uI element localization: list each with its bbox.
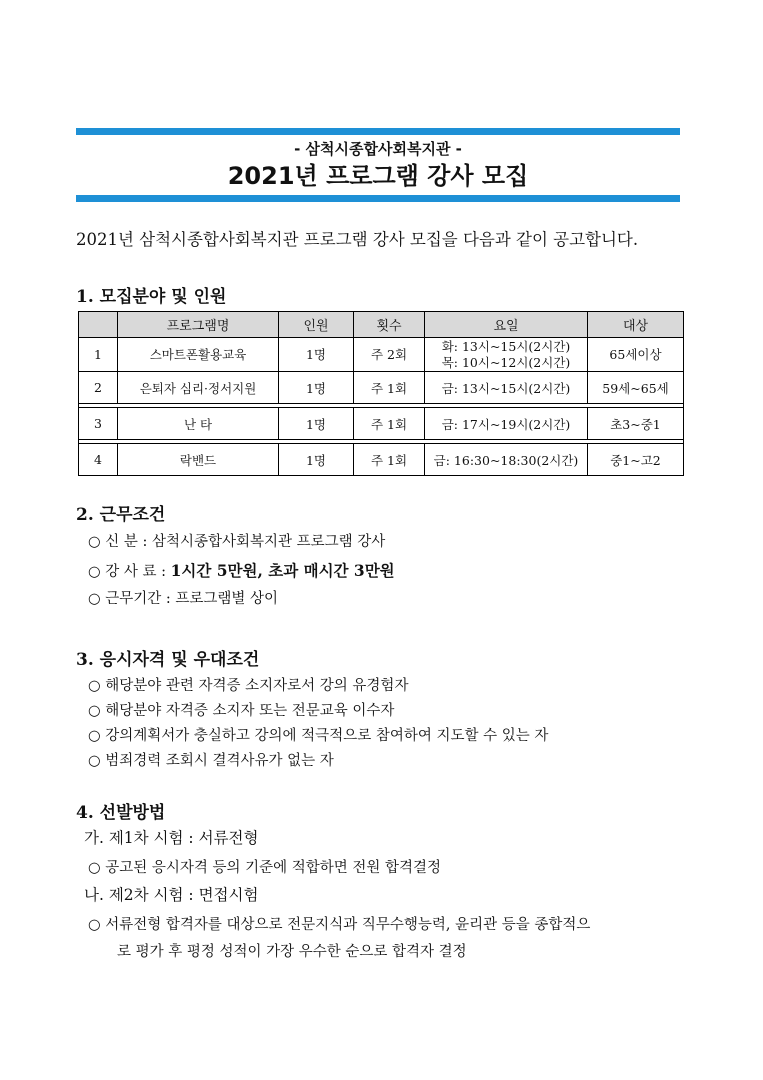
column-header	[79, 312, 118, 338]
page-title: 2021년 프로그램 강사 모집	[227, 162, 529, 190]
people-count: 1명	[279, 372, 354, 404]
qualification-item: ○ 강의계획서가 충실하고 강의에 적극적으로 참여하여 지도할 수 있는 자	[88, 728, 549, 744]
target: 중1~고2	[588, 444, 684, 476]
header	[76, 128, 680, 202]
selection-step-2-detail: ○ 서류전형 합격자를 대상으로 전문지식과 직무수행능력, 윤리관 등을 종합적으	[88, 917, 591, 933]
selection-step-1-detail: ○ 공고된 응시자격 등의 기준에 적합하면 전원 합격결정	[88, 860, 442, 876]
section2-heading: 2. 근무조건	[76, 505, 166, 525]
section1-heading: 1. 모집분야 및 인원	[76, 287, 227, 307]
row-number: 1	[79, 338, 118, 372]
column-header: 대상	[588, 312, 684, 338]
selection-step-1: 가. 제1차 시험 : 서류전형	[84, 829, 259, 847]
table-row	[79, 408, 684, 440]
program-name: 스마트폰활용교육	[118, 338, 279, 372]
people-count: 1명	[279, 444, 354, 476]
column-header: 프로그램명	[118, 312, 279, 338]
session-count: 주 1회	[354, 444, 425, 476]
intro-text: 2021년 삼척시종합사회복지관 프로그램 강사 모집을 다음과 같이 공고합니다.	[76, 230, 639, 249]
work-condition-period: ○ 근무기간 : 프로그램별 상이	[88, 591, 279, 607]
target: 65세이상	[588, 338, 684, 372]
column-header: 횟수	[354, 312, 425, 338]
schedule: 금: 16:30~18:30(2시간)	[425, 444, 588, 476]
column-header: 인원	[279, 312, 354, 338]
header-bottom-bar	[76, 195, 680, 202]
people-count: 1명	[279, 408, 354, 440]
header-top-bar	[76, 128, 680, 135]
table-row	[79, 372, 684, 404]
pay-value: 1시간 5만원, 초과 매시간 3만원	[170, 561, 395, 580]
row-number: 2	[79, 372, 118, 404]
target: 59세~65세	[588, 372, 684, 404]
qualification-item: ○ 범죄경력 조회시 결격사유가 없는 자	[88, 753, 334, 769]
selection-step-2: 나. 제2차 시험 : 면접시험	[84, 886, 259, 904]
work-condition-pay	[88, 559, 395, 581]
column-header: 요일	[425, 312, 588, 338]
schedule-line: 화: 13시~15시(2시간)	[441, 338, 571, 354]
selection-step-2-detail-cont: 로 평가 후 평정 성적이 가장 우수한 순으로 합격자 결정	[117, 944, 467, 960]
schedule-line: 목: 10시~12시(2시간)	[441, 354, 571, 370]
program-name: 난 타	[118, 408, 279, 440]
recruit-table	[78, 311, 684, 476]
subtitle: - 삼척시종합사회복지관 -	[294, 140, 462, 158]
session-count: 주 2회	[354, 338, 425, 372]
schedule: 금: 13시~15시(2시간)	[425, 372, 588, 404]
session-count: 주 1회	[354, 408, 425, 440]
people-count: 1명	[279, 338, 354, 372]
table-header-row	[79, 312, 684, 338]
qualification-item: ○ 해당분야 관련 자격증 소지자로서 강의 유경험자	[88, 678, 409, 694]
row-number: 3	[79, 408, 118, 440]
table-row	[79, 444, 684, 476]
section4-heading: 4. 선발방법	[76, 803, 166, 823]
qualification-item: ○ 해당분야 자격증 소지자 또는 전문교육 이수자	[88, 703, 395, 719]
section3-heading: 3. 응시자격 및 우대조건	[76, 650, 260, 670]
program-name: 은퇴자 심리·정서지원	[118, 372, 279, 404]
schedule	[425, 338, 588, 372]
work-condition-role: ○ 신 분 : 삼척시종합사회복지관 프로그램 강사	[88, 534, 386, 550]
program-name: 락밴드	[118, 444, 279, 476]
target: 초3~중1	[588, 408, 684, 440]
table-row	[79, 338, 684, 372]
session-count: 주 1회	[354, 372, 425, 404]
row-number: 4	[79, 444, 118, 476]
schedule: 금: 17시~19시(2시간)	[425, 408, 588, 440]
pay-label: ○ 강 사 료 :	[88, 564, 171, 580]
